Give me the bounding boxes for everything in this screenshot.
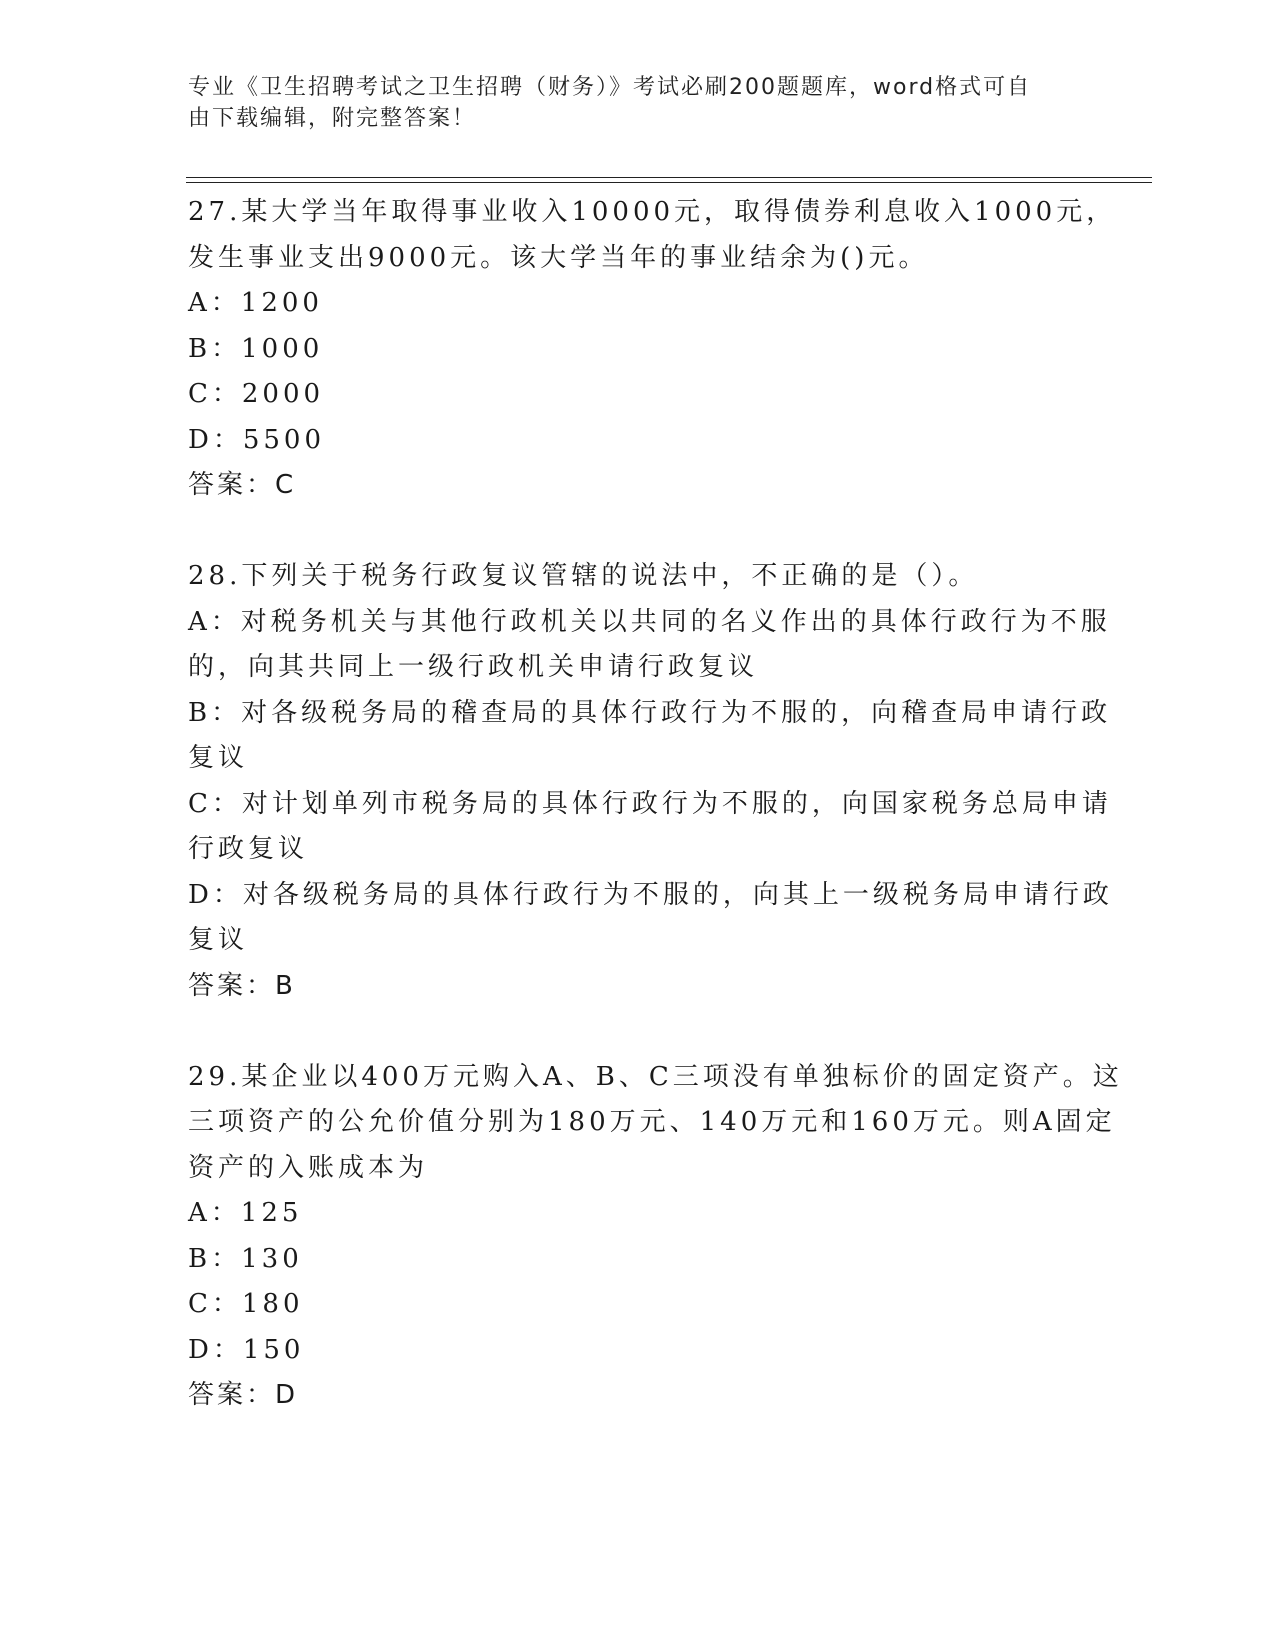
question-28-option-c-line-2: 行政复议 [188, 834, 309, 864]
question-28-option-d-line-1: D：对各级税务局的具体行政行为不服的，向其上一级税务局申请行政 [188, 879, 1113, 910]
question-28-option-b-line-1: B：对各级税务局的稽查局的具体行政行为不服的，向稽查局申请行政 [188, 697, 1112, 728]
question-28 [188, 554, 1113, 1009]
question-29-option-b: B：130 [188, 1243, 303, 1274]
question-spacer [188, 509, 1088, 555]
question-29 [188, 1055, 1123, 1419]
question-29-text-line-2: 三项资产的公允价值分别为180万元、140万元和160万元。则A固定 [188, 1107, 1116, 1137]
question-27-option-c: C：2000 [188, 379, 325, 409]
header-line-1: 专业《卫生招聘考试之卫生招聘（财务）》考试必刷200题题库，word格式可自 [188, 75, 1032, 100]
question-27-option-d: D：5500 [188, 424, 326, 455]
question-spacer [188, 1009, 1088, 1055]
question-27-option-b: B：1000 [188, 333, 324, 364]
question-29-text-line-3: 资产的入账成本为 [188, 1152, 429, 1183]
header-divider-bottom [186, 182, 1152, 183]
question-29-text-line-1: 29.某企业以400万元购入A、B、C三项没有单独标价的固定资产。这 [188, 1061, 1123, 1092]
question-27-option-a: A：1200 [188, 288, 323, 318]
header-line-2: 由下载编辑，附完整答案！ [188, 106, 477, 131]
question-28-option-c-line-1: C：对计划单列市税务局的具体行政行为不服的，向国家税务总局申请 [188, 788, 1112, 819]
question-list [188, 190, 1123, 1419]
question-29-option-d: D：150 [188, 1334, 305, 1365]
question-29-answer: 答案：D [188, 1380, 299, 1410]
question-28-text-line-1: 28.下列关于税务行政复议管辖的说法中，不正确的是（）。 [188, 561, 979, 591]
question-29-option-a: A：125 [188, 1198, 303, 1228]
question-27-text-line-1: 27.某大学当年取得事业收入10000元，取得债券利息收入1000元， [188, 197, 1117, 227]
question-27-answer: 答案：C [188, 470, 297, 500]
question-27-text-line-2: 发生事业支出9000元。该大学当年的事业结余为()元。 [188, 242, 929, 273]
question-28-option-d-line-2: 复议 [188, 925, 249, 955]
question-29-option-c: C：180 [188, 1289, 304, 1319]
header-divider-top [186, 177, 1152, 178]
question-28-option-b-line-2: 复议 [188, 743, 249, 773]
question-28-option-a-line-2: 的，向其共同上一级行政机关申请行政复议 [188, 652, 759, 682]
question-27 [188, 190, 1117, 509]
document-header [188, 72, 1068, 134]
question-28-option-a-line-1: A：对税务机关与其他行政机关以共同的名义作出的具体行政行为不服 [188, 606, 1111, 637]
question-28-answer: 答案：B [188, 970, 296, 1001]
